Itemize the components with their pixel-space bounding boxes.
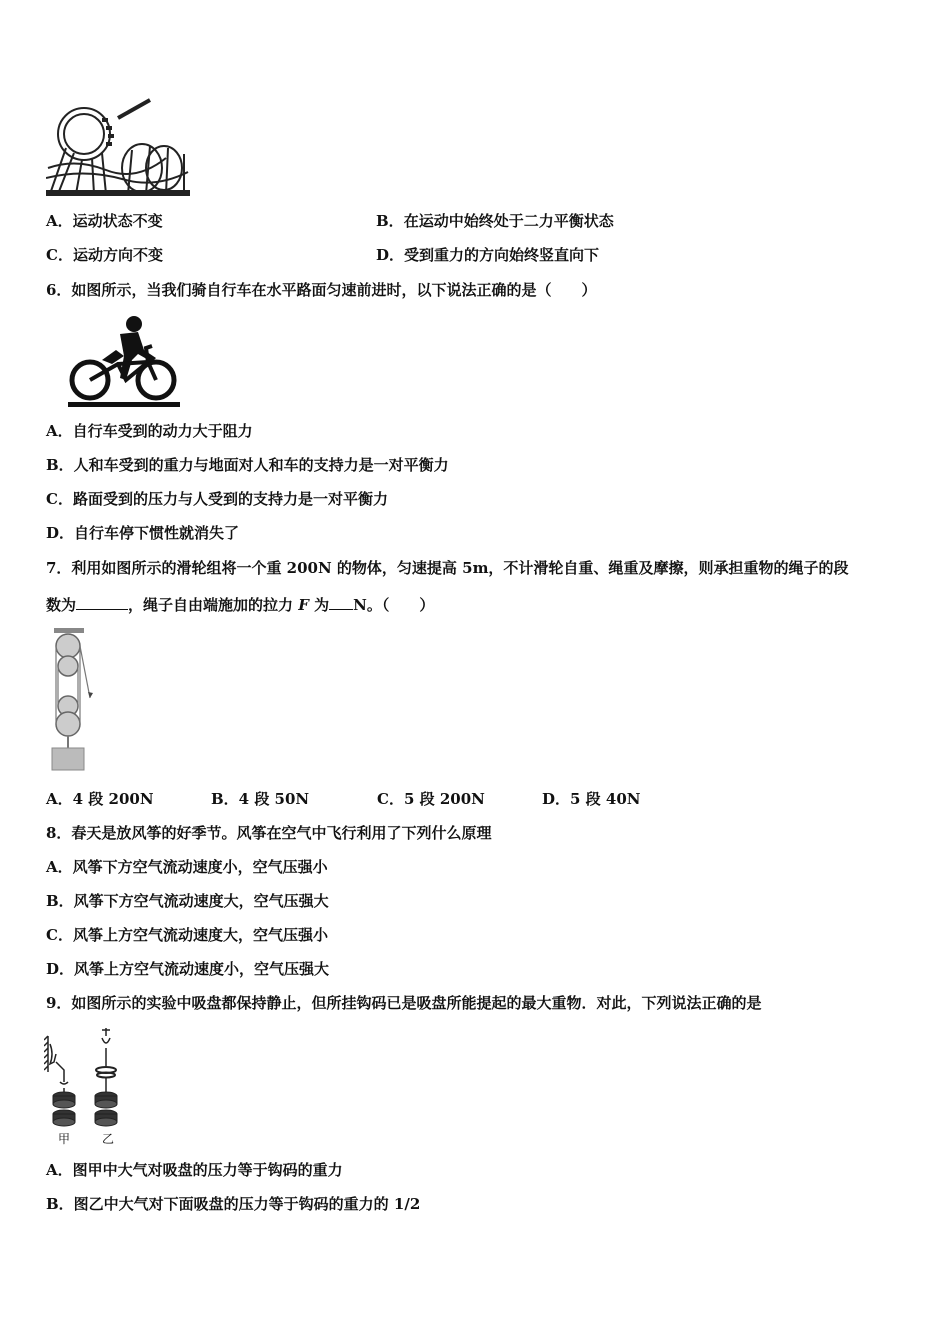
option-a: A．运动状态不变 [46,212,163,230]
q9-option-b: B．图乙中大气对下面吸盘的压力等于钩码的重力的 1/2 [46,1195,421,1213]
option-d: D．受到重力的方向始终竖直向下 [376,246,600,264]
answer-blank-2[interactable] [329,595,353,610]
question-8-stem: 8．春天是放风筝的好季节。风筝在空气中飞行利用了下列什么原理 [46,824,492,842]
q7-option-d: D．5 段 40N [542,790,641,808]
question-6-stem: 6．如图所示，当我们骑自行车在水平路面匀速前进时，以下说法正确的是（ ） [46,281,597,299]
q6-option-c: C．路面受到的压力与人受到的支持力是一对平衡力 [46,490,388,508]
question-7-stem-line1: 7．利用如图所示的滑轮组将一个重 200N 的物体，匀速提高 5m，不计滑轮自重、绳重及摩擦，则承担重物的绳子的段 [46,559,849,577]
q8-option-a: A．风筝下方空气流动速度小，空气压强小 [46,858,328,876]
q7-option-c: C．5 段 200N [377,790,485,808]
q7-option-a: A．4 段 200N [46,790,154,808]
q6-option-a: A．自行车受到的动力大于阻力 [46,422,253,440]
q6-option-d: D．自行车停下惯性就消失了 [46,524,240,542]
suction-cup-figure [44,1026,134,1130]
option-b: B．在运动中始终处于二力平衡状态 [376,212,614,230]
question-7-stem-line2: 数为 ，绳子自由端施加的拉力 F 为 N。（ ） [46,596,435,614]
roller-coaster-figure [46,98,190,196]
bicycle-rider-figure [68,314,180,408]
figure-caption-yi: 乙 [102,1132,115,1146]
q8-option-b: B．风筝下方空气流动速度大，空气压强大 [46,892,329,910]
q7-option-b: B．4 段 50N [211,790,310,808]
q6-option-b: B．人和车受到的重力与地面对人和车的支持力是一对平衡力 [46,456,449,474]
q8-option-c: C．风筝上方空气流动速度大，空气压强小 [46,926,328,944]
answer-blank-1[interactable] [76,595,128,610]
option-c: C．运动方向不变 [46,246,163,264]
question-9-stem: 9．如图所示的实验中吸盘都保持静止，但所挂钩码已是吸盘所能提起的最大重物．对此，下列说法正确的是 [46,994,762,1012]
q8-option-d: D．风筝上方空气流动速度小，空气压强大 [46,960,330,978]
q9-option-a: A．图甲中大气对吸盘的压力等于钩码的重力 [46,1161,343,1179]
figure-caption-jia: 甲 [58,1132,71,1146]
pulley-system-figure [50,628,100,772]
